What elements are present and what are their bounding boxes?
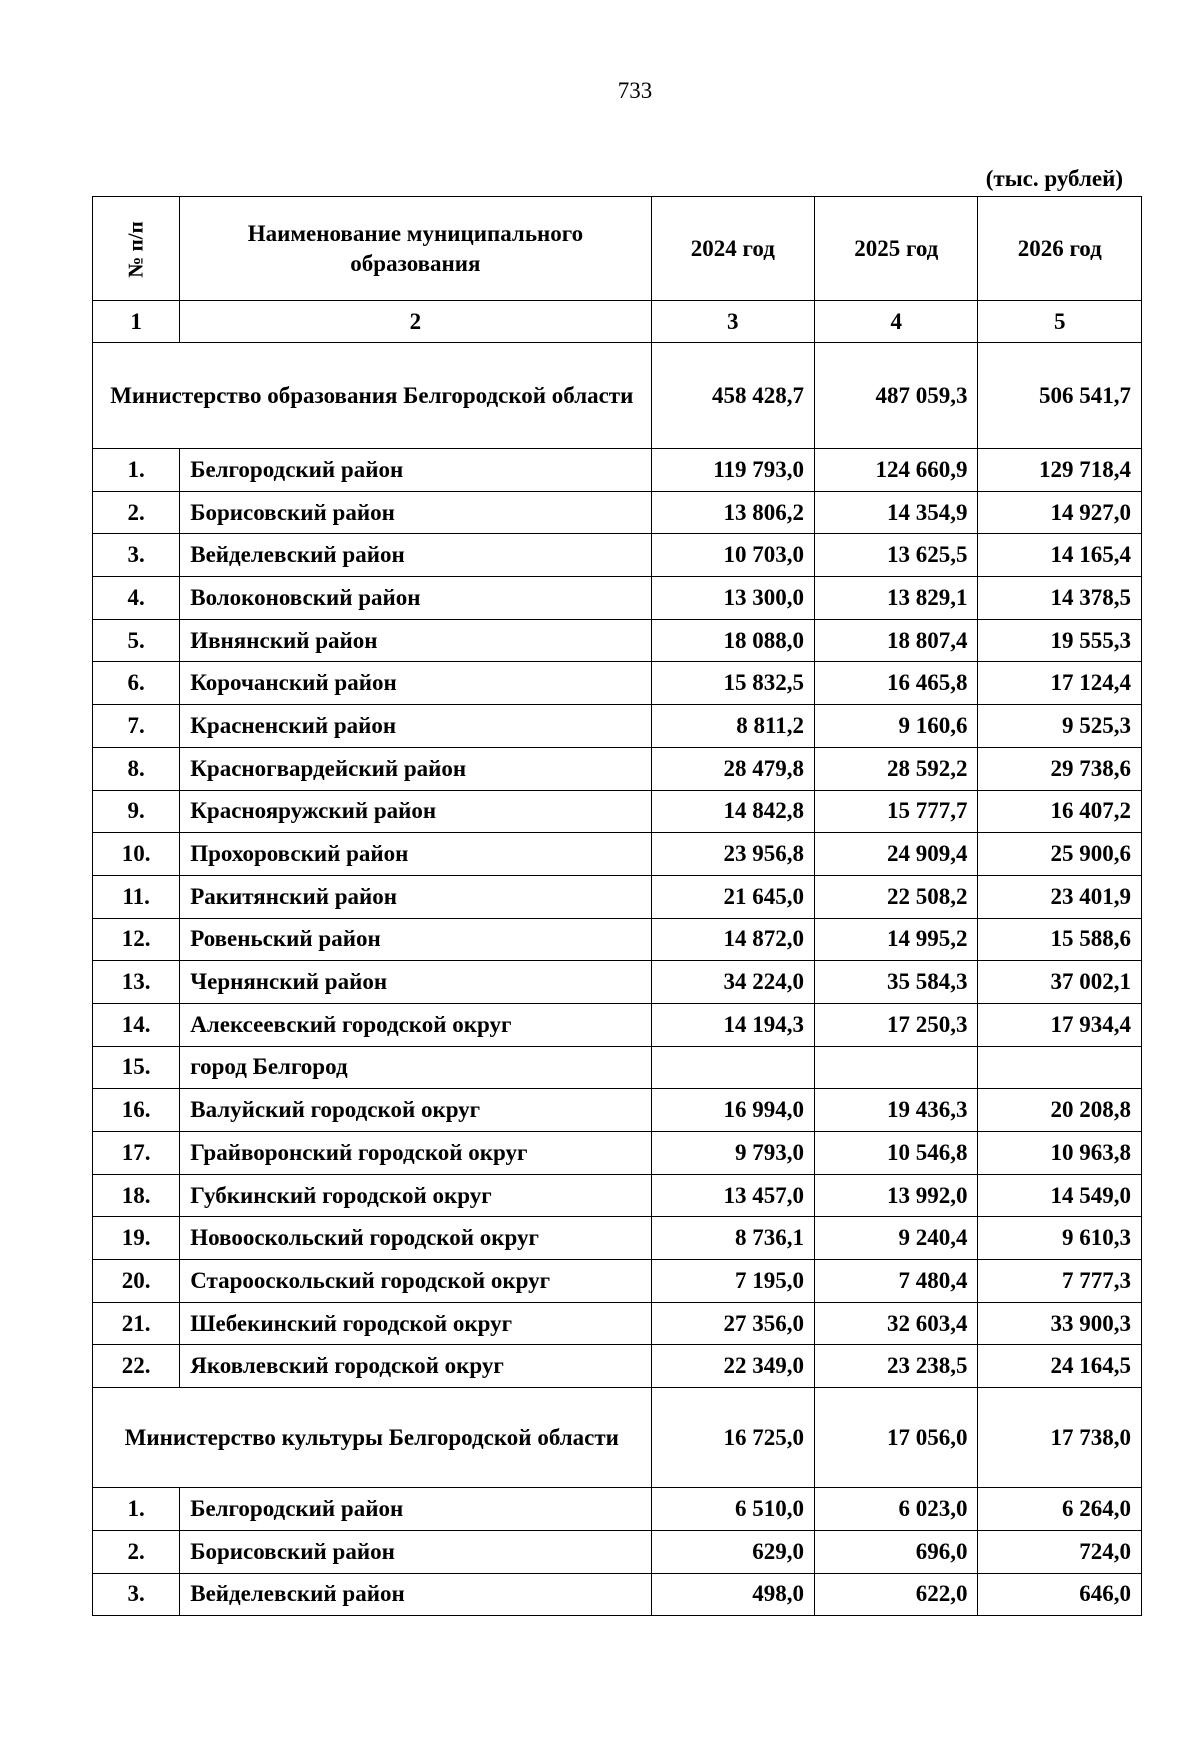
row-number: 9. (93, 790, 180, 833)
row-number: 13. (93, 961, 180, 1004)
row-value-2025: 14 995,2 (815, 918, 978, 961)
row-number: 15. (93, 1046, 180, 1089)
column-index: 4 (815, 301, 978, 343)
row-value-2024: 6 510,0 (651, 1488, 814, 1531)
row-value-2025: 10 546,8 (815, 1132, 978, 1175)
row-value-2026: 10 963,8 (978, 1132, 1142, 1175)
row-value-2025: 13 625,5 (815, 534, 978, 577)
row-name: Губкинский городской округ (180, 1174, 651, 1217)
table-row (93, 1089, 1142, 1132)
row-value-2026: 17 124,4 (978, 662, 1142, 705)
row-value-2025: 22 508,2 (815, 875, 978, 918)
group-total-y2025: 17 056,0 (815, 1388, 978, 1488)
table-row (93, 1174, 1142, 1217)
row-number: 19. (93, 1217, 180, 1260)
table-row (93, 1302, 1142, 1345)
row-value-2025: 32 603,4 (815, 1302, 978, 1345)
row-name: Яковлевский городской округ (180, 1345, 651, 1388)
group-row (93, 343, 1142, 449)
row-value-2024: 16 994,0 (651, 1089, 814, 1132)
row-number: 4. (93, 577, 180, 620)
row-value-2026: 33 900,3 (978, 1302, 1142, 1345)
group-name: Министерство культуры Белгородской области (93, 1388, 652, 1488)
table-row (93, 1217, 1142, 1260)
row-number: 11. (93, 875, 180, 918)
row-value-2024: 18 088,0 (651, 619, 814, 662)
row-value-2026: 14 165,4 (978, 534, 1142, 577)
row-number: 3. (93, 534, 180, 577)
row-value-2026 (978, 1046, 1142, 1089)
table-row (93, 1260, 1142, 1303)
header-2025: 2025 год (815, 197, 978, 301)
row-value-2025: 23 238,5 (815, 1345, 978, 1388)
row-value-2024: 21 645,0 (651, 875, 814, 918)
row-value-2026: 37 002,1 (978, 961, 1142, 1004)
row-value-2026: 724,0 (978, 1530, 1142, 1573)
row-name: Вейделевский район (180, 1573, 651, 1616)
row-value-2026: 17 934,4 (978, 1003, 1142, 1046)
row-value-2024: 27 356,0 (651, 1302, 814, 1345)
table-row (93, 833, 1142, 876)
group-total-y2024: 458 428,7 (651, 343, 814, 449)
row-number: 3. (93, 1573, 180, 1616)
column-index: 1 (93, 301, 180, 343)
column-index: 3 (651, 301, 814, 343)
row-value-2025: 124 660,9 (815, 449, 978, 492)
row-name: Борисовский район (180, 491, 651, 534)
row-number: 5. (93, 619, 180, 662)
table-row (93, 577, 1142, 620)
row-value-2025: 14 354,9 (815, 491, 978, 534)
row-value-2024: 14 872,0 (651, 918, 814, 961)
group-total-y2026: 17 738,0 (978, 1388, 1142, 1488)
table-row (93, 1046, 1142, 1089)
row-name: Белгородский район (180, 1488, 651, 1531)
row-value-2024: 8 811,2 (651, 705, 814, 748)
row-number: 22. (93, 1345, 180, 1388)
row-name: Вейделевский район (180, 534, 651, 577)
table-row (93, 534, 1142, 577)
table-row (93, 918, 1142, 961)
row-value-2025: 9 160,6 (815, 705, 978, 748)
row-value-2024: 23 956,8 (651, 833, 814, 876)
page-number: 733 (617, 78, 653, 103)
row-name: Старооскольский городской округ (180, 1260, 651, 1303)
row-value-2024: 14 842,8 (651, 790, 814, 833)
row-value-2026: 19 555,3 (978, 619, 1142, 662)
row-number: 16. (93, 1089, 180, 1132)
row-value-2024: 13 806,2 (651, 491, 814, 534)
row-value-2026: 7 777,3 (978, 1260, 1142, 1303)
row-name: Краснояружский район (180, 790, 651, 833)
row-value-2024: 13 300,0 (651, 577, 814, 620)
row-value-2026: 23 401,9 (978, 875, 1142, 918)
row-value-2026: 16 407,2 (978, 790, 1142, 833)
row-number: 1. (93, 449, 180, 492)
row-value-2025: 19 436,3 (815, 1089, 978, 1132)
group-total-y2024: 16 725,0 (651, 1388, 814, 1488)
row-value-2024: 34 224,0 (651, 961, 814, 1004)
row-value-2025: 28 592,2 (815, 747, 978, 790)
row-value-2026: 25 900,6 (978, 833, 1142, 876)
row-value-2025: 18 807,4 (815, 619, 978, 662)
table-row (93, 705, 1142, 748)
table-row (93, 1132, 1142, 1175)
row-name: город Белгород (180, 1046, 651, 1089)
row-name: Прохоровский район (180, 833, 651, 876)
row-value-2025: 622,0 (815, 1573, 978, 1616)
row-value-2026: 29 738,6 (978, 747, 1142, 790)
row-value-2026: 9 525,3 (978, 705, 1142, 748)
row-name: Валуйский городской округ (180, 1089, 651, 1132)
column-index: 5 (978, 301, 1142, 343)
header-row (93, 197, 1142, 301)
row-value-2026: 24 164,5 (978, 1345, 1142, 1388)
row-value-2025: 696,0 (815, 1530, 978, 1573)
row-number: 20. (93, 1260, 180, 1303)
row-name: Красногвардейский район (180, 747, 651, 790)
row-value-2025: 7 480,4 (815, 1260, 978, 1303)
table-row (93, 619, 1142, 662)
group-row (93, 1388, 1142, 1488)
header-num: № п/п (123, 220, 148, 278)
header-name: Наименование муниципального образования (180, 197, 651, 301)
row-value-2025: 15 777,7 (815, 790, 978, 833)
row-value-2026: 20 208,8 (978, 1089, 1142, 1132)
row-name: Алексеевский городской округ (180, 1003, 651, 1046)
row-number: 2. (93, 1530, 180, 1573)
row-value-2025: 17 250,3 (815, 1003, 978, 1046)
table-row (93, 1573, 1142, 1616)
row-name: Ивнянский район (180, 619, 651, 662)
row-value-2024: 13 457,0 (651, 1174, 814, 1217)
table-row (93, 875, 1142, 918)
row-value-2026: 646,0 (978, 1573, 1142, 1616)
header-2024: 2024 год (651, 197, 814, 301)
row-number: 8. (93, 747, 180, 790)
row-name: Шебекинский городской округ (180, 1302, 651, 1345)
row-value-2024 (651, 1046, 814, 1089)
table-body (93, 343, 1142, 1616)
table-row (93, 747, 1142, 790)
table-row (93, 1530, 1142, 1573)
table-row (93, 790, 1142, 833)
row-value-2024: 119 793,0 (651, 449, 814, 492)
units-label: (тыс. рублей) (985, 166, 1123, 191)
table-row (93, 449, 1142, 492)
row-value-2025 (815, 1046, 978, 1089)
table-row (93, 1345, 1142, 1388)
row-name: Корочанский район (180, 662, 651, 705)
row-value-2026: 14 378,5 (978, 577, 1142, 620)
row-value-2024: 8 736,1 (651, 1217, 814, 1260)
row-value-2024: 22 349,0 (651, 1345, 814, 1388)
row-value-2024: 629,0 (651, 1530, 814, 1573)
table-row (93, 662, 1142, 705)
table-row (93, 961, 1142, 1004)
row-value-2025: 35 584,3 (815, 961, 978, 1004)
row-value-2025: 16 465,8 (815, 662, 978, 705)
row-value-2025: 6 023,0 (815, 1488, 978, 1531)
group-total-y2025: 487 059,3 (815, 343, 978, 449)
row-value-2024: 7 195,0 (651, 1260, 814, 1303)
group-total-y2026: 506 541,7 (978, 343, 1142, 449)
table-row (93, 491, 1142, 534)
row-name: Ракитянский район (180, 875, 651, 918)
row-name: Белгородский район (180, 449, 651, 492)
row-name: Ровеньский район (180, 918, 651, 961)
row-name: Грайворонский городской округ (180, 1132, 651, 1175)
row-value-2025: 13 992,0 (815, 1174, 978, 1217)
table-row (93, 1003, 1142, 1046)
row-value-2024: 10 703,0 (651, 534, 814, 577)
row-value-2025: 13 829,1 (815, 577, 978, 620)
row-number: 12. (93, 918, 180, 961)
row-number: 2. (93, 491, 180, 534)
row-value-2026: 129 718,4 (978, 449, 1142, 492)
row-value-2024: 28 479,8 (651, 747, 814, 790)
table-header (93, 197, 1142, 343)
group-name: Министерство образования Белгородской области (93, 343, 652, 449)
row-number: 6. (93, 662, 180, 705)
row-value-2024: 15 832,5 (651, 662, 814, 705)
row-number: 10. (93, 833, 180, 876)
row-number: 17. (93, 1132, 180, 1175)
table-row (93, 1488, 1142, 1531)
row-number: 7. (93, 705, 180, 748)
row-number: 21. (93, 1302, 180, 1345)
row-value-2026: 15 588,6 (978, 918, 1142, 961)
row-value-2024: 498,0 (651, 1573, 814, 1616)
row-value-2026: 6 264,0 (978, 1488, 1142, 1531)
row-value-2026: 9 610,3 (978, 1217, 1142, 1260)
row-name: Красненский район (180, 705, 651, 748)
header-2026: 2026 год (978, 197, 1142, 301)
row-value-2024: 14 194,3 (651, 1003, 814, 1046)
header-num-cell (93, 197, 180, 301)
row-value-2025: 24 909,4 (815, 833, 978, 876)
row-value-2026: 14 927,0 (978, 491, 1142, 534)
row-number: 18. (93, 1174, 180, 1217)
row-value-2024: 9 793,0 (651, 1132, 814, 1175)
row-value-2025: 9 240,4 (815, 1217, 978, 1260)
row-number: 1. (93, 1488, 180, 1531)
row-name: Новооскольский городской округ (180, 1217, 651, 1260)
row-number: 14. (93, 1003, 180, 1046)
row-name: Волоконовский район (180, 577, 651, 620)
column-index-row (93, 301, 1142, 343)
column-index: 2 (180, 301, 651, 343)
row-name: Борисовский район (180, 1530, 651, 1573)
row-name: Чернянский район (180, 961, 651, 1004)
row-value-2026: 14 549,0 (978, 1174, 1142, 1217)
budget-table (92, 196, 1142, 1616)
